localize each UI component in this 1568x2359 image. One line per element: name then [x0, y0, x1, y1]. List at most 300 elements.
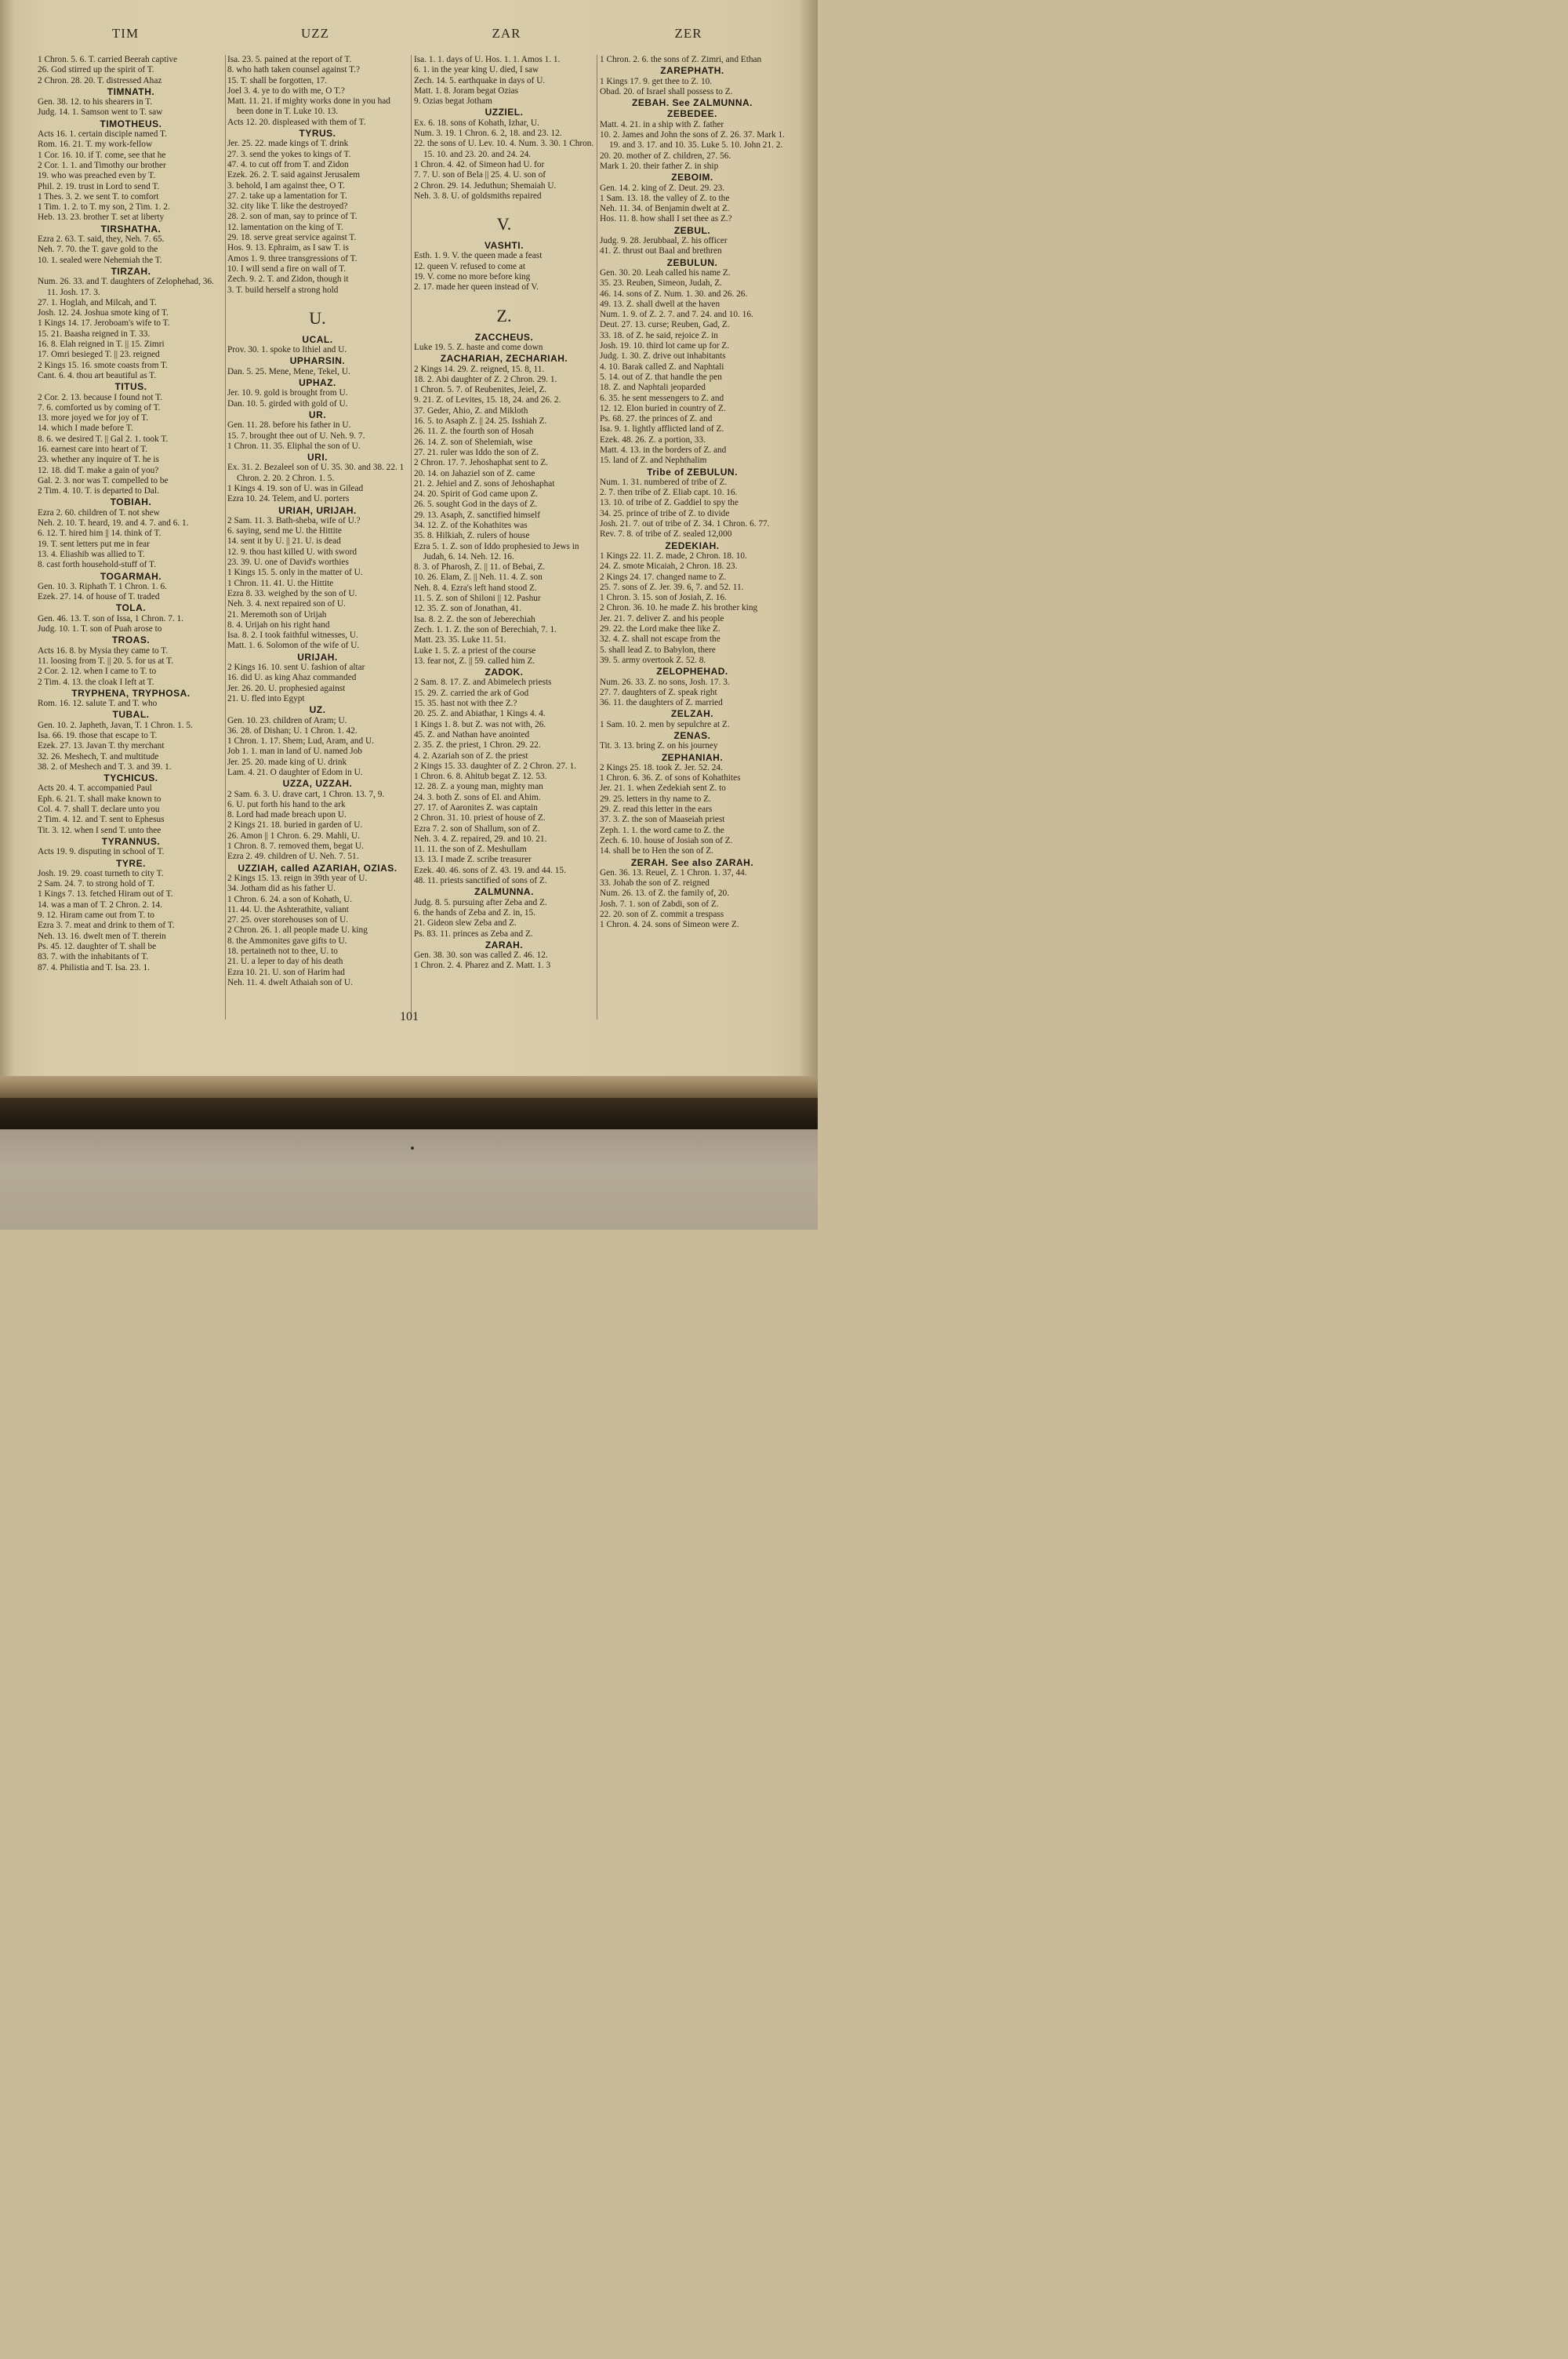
concordance-entry: Ps. 68. 27. the princes of Z. and [600, 414, 713, 424]
concordance-entry: Ezra 2. 49. children of U. Neh. 7. 51. [227, 852, 359, 862]
concordance-entry: 27. 3. send the yokes to kings of T. [227, 149, 351, 159]
concordance-entry: Neh. 13. 16. dwelt men of T. therein [38, 931, 166, 941]
concordance-entry: 8. 4. Urijah on his right hand [227, 620, 330, 630]
concordance-entry: 2 Chron. 36. 10. he made Z. his brother king [600, 603, 758, 613]
concordance-entry: 18. pertaineth not to thee, U. to [227, 947, 338, 957]
concordance-entry: 1 Chron. 11. 35. Eliphal the son of U. [227, 441, 361, 451]
concordance-entry: 1 Chron. 8. 7. removed them, begat U. [227, 841, 364, 852]
concordance-entry: 1 Kings 22. 11. Z. made, 2 Chron. 18. 10. [600, 551, 747, 561]
concordance-entry: 23. 39. U. one of David's worthies [227, 558, 349, 568]
concordance-entry: 19. who was preached even by T. [38, 171, 156, 181]
concordance-entry: Neh. 3. 4. Z. repaired, 29. and 10. 21. [414, 834, 547, 844]
entry-heading: VASHTI. [485, 240, 524, 252]
concordance-entry: 13. more joyed we for joy of T. [38, 413, 149, 423]
concordance-entry: 29. 25. letters in thy name to Z. [600, 794, 711, 804]
concordance-entry: 38. 2. of Meshech and T. 3. and 39. 1. [38, 761, 172, 772]
concordance-entry: 35. 8. Hilkiah, Z. rulers of house [414, 531, 530, 541]
concordance-entry: Matt. 1. 6. Solomon of the wife of U. [227, 641, 360, 651]
concordance-entry: 15. 7. brought thee out of U. Neh. 9. 7. [227, 431, 365, 441]
book-page [0, 0, 818, 1230]
concordance-entry: 22. 20. son of Z. commit a trespass [600, 910, 724, 920]
concordance-entry: 2 Cor. 1. 1. and Timothy our brother [38, 160, 166, 170]
entry-heading: ZEBOIM. [671, 172, 713, 184]
concordance-entry: 11. loosing from T. || 20. 5. for us at T. [38, 656, 174, 666]
concordance-entry: Ezek. 26. 2. T. said against Jerusalem [227, 170, 360, 180]
concordance-entry: Neh. 3. 8. U. of goldsmiths repaired [414, 191, 542, 201]
concordance-entry: Josh. 12. 24. Joshua smote king of T. [38, 308, 169, 318]
entry-heading: TITUS. [114, 381, 147, 393]
concordance-entry: Ezra 10. 24. Telem, and U. porters [227, 494, 350, 504]
concordance-entry: 11. 5. Z. son of Shiloni || 12. Pashur [414, 594, 541, 604]
concordance-entry: 12. 35. Z. son of Jonathan, 41. [414, 604, 522, 614]
concordance-entry: 1 Kings 17. 9. get thee to Z. 10. [600, 76, 713, 86]
concordance-entry: Isa. 9. 1. lightly afflicted land of Z. [600, 424, 724, 434]
concordance-entry: Ezek. 48. 26. Z. a portion, 33. [600, 434, 706, 445]
concordance-entry: Neh. 8. 4. Ezra's left hand stood Z. [414, 583, 537, 593]
entry-heading: TUBAL. [112, 709, 150, 721]
concordance-entry: 1 Tim. 1. 2. to T. my son, 2 Tim. 1. 2. [38, 202, 170, 213]
entry-heading: ZELOPHEHAD. [656, 666, 728, 678]
concordance-entry: Isa. 23. 5. pained at the report of T. [227, 55, 352, 64]
concordance-entry: Acts 16. 8. by Mysia they came to T. [38, 645, 169, 656]
concordance-entry: Isa. 66. 19. those that escape to T. [38, 731, 158, 740]
concordance-entry: Heb. 13. 23. brother T. set at liberty [38, 213, 165, 223]
letter-section-heading: V. [496, 214, 512, 234]
concordance-entry: Num. 1. 31. numbered of tribe of Z. [600, 477, 728, 487]
concordance-entry: 33. Johab the son of Z. reigned [600, 878, 710, 889]
concordance-entry: Lam. 4. 21. O daughter of Edom in U. [227, 768, 363, 777]
concordance-entry: 1 Cor. 16. 10. if T. come, see that he [38, 150, 166, 160]
concordance-entry: 20. 25. Z. and Abiathar, 1 Kings 4. 4. [414, 709, 546, 719]
concordance-entry: 21. U. a leper to day of his death [227, 957, 343, 967]
concordance-entry: 27. 17. of Aaronites Z. was captain [414, 803, 538, 812]
speck [411, 1147, 414, 1150]
concordance-entry: Matt. 4. 21. in a ship with Z. father [600, 119, 724, 129]
concordance-entry: 2 Cor. 2. 13. because I found not T. [38, 392, 162, 402]
concordance-entry: Num. 26. 13. of Z. the family of, 20. [600, 889, 730, 899]
concordance-entry: 1 Kings 4. 19. son of U. was in Gilead [227, 483, 364, 493]
concordance-entry: 10. 26. Elam, Z. || Neh. 11. 4. Z. son [414, 572, 543, 583]
entry-heading: ZELZAH. [670, 708, 714, 720]
running-heads [0, 0, 818, 47]
concordance-entry: Matt. 4. 13. in the borders of Z. and [600, 445, 727, 455]
concordance-entry: Mark 1. 20. their father Z. in ship [600, 161, 719, 171]
concordance-entry: 1 Sam. 10. 2. men by sepulchre at Z. [600, 719, 730, 729]
concordance-entry: 39. 5. army overtook Z. 52. 8. [600, 655, 706, 665]
concordance-entry: 2 Sam. 11. 3. Bath-sheba, wife of U.? [227, 515, 361, 525]
concordance-entry: Amos 1. 9. three transgressions of T. [227, 253, 358, 264]
concordance-entry: Zech. 6. 10. house of Josiah son of Z. [600, 835, 733, 845]
concordance-entry: Neh. 2. 10. T. heard, 19. and 4. 7. and 6. 1. [38, 518, 189, 529]
concordance-entry: Neh. 7. 70. the T. gave gold to the [38, 245, 158, 255]
concordance-entry: 3. T. build herself a strong hold [227, 285, 339, 295]
concordance-entry: 2 Chron. 17. 7. Jehoshaphat sent to Z. [414, 458, 549, 468]
concordance-entry: Rom. 16. 12. salute T. and T. who [38, 699, 158, 709]
concordance-entry: 24. 3. both Z. sons of El. and Ahim. [414, 792, 541, 802]
concordance-entry: Gen. 30. 20. Leah called his name Z. [600, 267, 731, 278]
concordance-entry: 7. 6. comforted us by coming of T. [38, 402, 161, 413]
concordance-entry: 16. earnest care into heart of T. [38, 444, 148, 454]
concordance-entry: 1 Chron. 6. 24. a son of Kohath, U. [227, 894, 353, 904]
entry-heading: ZEBEDEE. [666, 108, 717, 120]
concordance-entry: 83. 7. with the inhabitants of T. [38, 952, 149, 962]
concordance-entry: 3. behold, I am against thee, O T. [227, 180, 345, 191]
concordance-entry: 8. 6. we desired T. || Gal 2. 1. took T. [38, 434, 169, 444]
column-2 [227, 55, 408, 1020]
column-1 [38, 55, 224, 1020]
concordance-entry: 1 Kings 1. 8. but Z. was not with, 26. [414, 719, 546, 729]
concordance-entry: 11. 44. U. the Ashterathite, valiant [227, 904, 349, 914]
concordance-entry: Deut. 27. 13. curse; Reuben, Gad, Z. [600, 320, 730, 330]
concordance-entry: Gen. 46. 13. T. son of Issa, 1 Chron. 7. 1. [38, 613, 183, 623]
concordance-entry: 1 Chron. 11. 41. U. the Hittite [227, 578, 334, 588]
concordance-entry: 4. 10. Barak called Z. and Naphtali [600, 362, 724, 372]
concordance-entry: 2 Kings 14. 29. Z. reigned, 15. 8, 11. [414, 364, 545, 374]
concordance-entry: 14. shall be to Hen the son of Z. [600, 846, 713, 856]
concordance-entry: Cant. 6. 4. thou art beautiful as T. [38, 370, 157, 380]
entry-heading: URI. [307, 452, 328, 463]
concordance-entry: Ezek. 40. 46. sons of Z. 43. 19. and 44. 15. [414, 865, 566, 875]
concordance-entry: 1 Chron. 2. 4. Pharez and Z. Matt. 1. 3 [414, 961, 551, 971]
concordance-entry: 9. 12. Hiram came out from T. to [38, 911, 154, 921]
concordance-entry: 1 Chron. 4. 24. sons of Simeon were Z. [600, 920, 739, 930]
column-rule [225, 55, 226, 1020]
concordance-entry: Ps. 45. 12. daughter of T. shall be [38, 941, 157, 951]
concordance-entry: 9. 21. Z. of Levites, 15. 18, 24. and 26. 2. [414, 395, 561, 405]
concordance-entry: 2 Tim. 4. 13. the cloak I left at T. [38, 677, 154, 687]
concordance-entry: Zeph. 1. 1. the word came to Z. the [600, 825, 724, 835]
concordance-entry: Gen. 36. 13. Reuel, Z. 1 Chron. 1. 37, 44. [600, 867, 747, 878]
concordance-entry: 34. Jotham did as his father U. [227, 884, 336, 894]
concordance-entry: 1 Chron. 5. 6. T. carried Beerah captive [38, 55, 178, 64]
concordance-entry: 24. Z. smote Micaiah, 2 Chron. 18. 23. [600, 562, 738, 572]
concordance-entry: 29. Z. read this letter in the ears [600, 805, 713, 815]
concordance-entry: 6. 1. in the year king U. died, I saw [414, 65, 539, 75]
concordance-entry: 1 Chron. 6. 8. Ahitub begat Z. 12. 53. [414, 772, 547, 782]
entry-heading: UZZIAH, called AZARIAH, OZIAS. [238, 862, 397, 874]
concordance-entry: 7. 7. U. son of Bela || 25. 4. U. son of [414, 170, 546, 180]
concordance-entry: 45. Z. and Nathan have anointed [414, 729, 530, 740]
concordance-entry: 26. 14. Z. son of Shelemiah, wise [414, 437, 533, 447]
concordance-entry: 2 Sam. 8. 17. Z. and Abimelech priests [414, 678, 552, 688]
concordance-entry: 8. 3. of Pharosh, Z. || 11. of Bebai, Z. [414, 562, 546, 572]
entry-heading: UZ. [309, 704, 326, 716]
concordance-entry: Isa. 8. 2. Z. the son of Jeberechiah [414, 614, 535, 624]
concordance-entry: Zech. 1. 1. Z. the son of Berechiah, 7. 1. [414, 624, 557, 634]
concordance-entry: Judg. 14. 1. Samson went to T. saw [38, 107, 163, 118]
concordance-entry: Neh. 11. 4. dwelt Athaiah son of U. [227, 977, 353, 987]
concordance-entry: 47. 4. to cut off from T. and Zidon [227, 159, 349, 169]
concordance-entry: 21. Gideon slew Zeba and Z. [414, 918, 517, 929]
concordance-entry: 9. Ozias begat Jotham [414, 96, 492, 107]
concordance-entry: 1 Chron. 2. 6. the sons of Z. Zimri, and Ethan [600, 55, 762, 64]
concordance-entry: 32. city like T. like the destroyed? [227, 202, 348, 212]
concordance-entry: Zech. 9. 2. T. and Zidon, though it [227, 274, 349, 285]
concordance-entry: 10. I will send a fire on wall of T. [227, 264, 347, 274]
concordance-entry: 8. cast forth household-stuff of T. [38, 560, 156, 570]
concordance-entry: Judg. 1. 30. Z. drive out inhabitants [600, 351, 726, 362]
concordance-entry: Rev. 7. 8. of tribe of Z. sealed 12,000 [600, 529, 732, 540]
concordance-entry: 12. 18. did T. make a gain of you? [38, 465, 159, 475]
concordance-entry: 34. 12. Z. of the Kohathites was [414, 520, 528, 530]
concordance-entry: 26. God stirred up the spirit of T. [38, 65, 154, 75]
concordance-entry: 5. 14. out of Z. that handle the pen [600, 372, 722, 382]
entry-heading: TYRE. [116, 857, 146, 869]
concordance-entry: Zech. 14. 5. earthquake in days of U. [414, 75, 546, 85]
concordance-entry: 6. the hands of Zeba and Z. in, 15. [414, 907, 535, 918]
concordance-entry: Ezra 2. 63. T. said, they, Neh. 7. 65. [38, 234, 165, 245]
concordance-entry: 41. Z. thrust out Baal and brethren [600, 246, 722, 256]
concordance-entry: Gen. 38. 12. to his shearers in T. [38, 97, 153, 107]
entry-heading: TIMOTHEUS. [100, 118, 162, 129]
concordance-entry: Job 1. 1. man in land of U. named Job [227, 747, 362, 757]
entry-heading: TOGARMAH. [100, 570, 162, 582]
concordance-entry: 37. 3. Z. the son of Maaseiah priest [600, 815, 725, 825]
concordance-entry: 6. 35. he sent messengers to Z. and [600, 393, 724, 403]
concordance-entry: Jer. 26. 20. U. prophesied against [227, 683, 346, 693]
concordance-entry: 33. 18. of Z. he said, rejoice Z. in [600, 330, 718, 340]
concordance-entry: Josh. 7. 1. son of Zabdi, son of Z. [600, 899, 719, 909]
column-rule [411, 55, 412, 1020]
concordance-entry: 1 Chron. 3. 15. son of Josiah, Z. 16. [600, 593, 727, 603]
concordance-entry: 36. 11. the daughters of Z. married [600, 698, 723, 708]
concordance-entry: 1 Kings 15. 5. only in the matter of U. [227, 568, 363, 578]
concordance-entry: Prov. 30. 1. spoke to Ithiel and U. [227, 345, 347, 355]
running-head-1: TIM [111, 26, 140, 41]
concordance-entry: Isa. 8. 2. I took faithful witnesses, U. [227, 631, 358, 641]
entry-heading: URIJAH. [297, 651, 338, 663]
concordance-entry: Josh. 21. 7. out of tribe of Z. 34. 1 Chron. 6. 77. [600, 519, 770, 529]
concordance-entry: 29. 13. Asaph, Z. sanctified himself [414, 510, 540, 520]
entry-heading: UCAL. [302, 333, 333, 345]
concordance-entry: Tit. 3. 12. when I send T. unto thee [38, 825, 162, 835]
concordance-entry: Col. 4. 7. shall T. declare unto you [38, 805, 160, 815]
entry-heading: ZARAH. [485, 939, 524, 951]
concordance-entry: 2 Kings 25. 18. took Z. Jer. 52. 24. [600, 762, 723, 772]
running-head-2: UZZ [300, 26, 330, 41]
concordance-entry: 16. 5. to Asaph Z. || 24. 25. Isshiah Z. [414, 416, 547, 427]
entry-heading: TYRANNUS. [101, 835, 161, 847]
entry-heading: UZZA, UZZAH. [282, 778, 353, 790]
concordance-entry: 15. T. shall be forgotten, 17. [227, 75, 328, 85]
concordance-entry: Esth. 1. 9. V. the queen made a feast [414, 251, 543, 261]
concordance-entry: 6. 12. T. hired him || 14. think of T. [38, 529, 162, 539]
concordance-entry: Ps. 83. 11. princes as Zeba and Z. [414, 929, 533, 939]
concordance-entry: 12. queen V. refused to come at [414, 261, 526, 271]
concordance-entry: 26. Amon || 1 Chron. 6. 29. Mahli, U. [227, 831, 360, 841]
concordance-entry: Num. 1. 9. of Z. 2. 7. and 7. 24. and 10. 16. [600, 310, 753, 320]
page-number: 101 [400, 1010, 419, 1023]
concordance-entry: 12. 28. Z. a young man, mighty man [414, 782, 543, 792]
concordance-entry: 13. 4. Eliashib was allied to T. [38, 549, 145, 559]
entry-heading: TYRUS. [299, 128, 336, 140]
concordance-entry: 19. V. come no more before king [414, 272, 531, 282]
concordance-entry: 23. whether any inquire of T. he is [38, 455, 159, 465]
concordance-entry: 24. 20. Spirit of God came upon Z. [414, 489, 539, 500]
concordance-entry: Judg. 9. 28. Jerubbaal, Z. his officer [600, 236, 728, 246]
concordance-entry: 2 Chron. 28. 20. T. distressed Ahaz [38, 75, 162, 85]
concordance-entry: Joel 3. 4. ye to do with me, O T.? [227, 85, 345, 96]
concordance-entry: Matt. 1. 8. Joram begat Ozias [414, 85, 519, 96]
concordance-entry: Gen. 38. 30. son was called Z. 46. 12. [414, 951, 548, 961]
concordance-entry: Jer. 21. 1. when Zedekiah sent Z. to [600, 783, 726, 794]
entry-heading: TIRZAH. [111, 265, 151, 277]
concordance-entry: Ezra 5. 1. Z. son of Iddo prophesied to Jews in Judah, 6. 14. Neh. 12. 16. [414, 541, 579, 562]
concordance-entry: 2 Sam. 24. 7. to strong hold of T. [38, 879, 154, 889]
entry-heading: TOBIAH. [110, 496, 152, 508]
concordance-entry: 1 Kings 7. 13. fetched Hiram out of T. [38, 889, 173, 900]
concordance-entry: 2 Tim. 4. 10. T. is departed to Dal. [38, 486, 159, 496]
concordance-entry: 21. U. fled into Egypt [227, 693, 305, 703]
entry-heading: UZZIEL. [485, 107, 524, 118]
entry-heading: TYCHICUS. [103, 772, 158, 784]
concordance-entry: 2 Kings 15. 33. daughter of Z. 2 Chron. 27. 1. [414, 761, 577, 771]
concordance-entry: Ezra 8. 33. weighed by the son of U. [227, 588, 358, 598]
entry-heading: URIAH, URIJAH. [278, 504, 357, 516]
concordance-entry: 1 Chron. 4. 42. of Simeon had U. for [414, 159, 545, 169]
entry-heading: ZALMUNNA. [474, 886, 534, 898]
concordance-entry: Judg. 10. 1. T. son of Puah arose to [38, 624, 162, 634]
concordance-entry: 6. saying, send me U. the Hittite [227, 526, 342, 536]
concordance-entry: 1 Chron. 5. 7. of Reubenites, Jeiel, Z. [414, 385, 547, 395]
concordance-entry: Obad. 20. of Israel shall possess to Z. [600, 86, 733, 96]
entry-heading: TRYPHENA, TRYPHOSA. [71, 687, 191, 699]
concordance-entry: 2 Kings 15. 13. reign in 39th year of U. [227, 873, 368, 883]
concordance-entry: Acts 19. 9. disputing in school of T. [38, 847, 165, 857]
concordance-entry: 21. 2. Jehiel and Z. sons of Jehoshaphat [414, 478, 555, 489]
concordance-entry: 6. U. put forth his hand to the ark [227, 799, 346, 809]
concordance-entry: Ezra 7. 2. son of Shallum, son of Z. [414, 823, 540, 834]
concordance-entry: 27. 25. over storehouses son of U. [227, 915, 349, 925]
concordance-entry: 26. 11. Z. the fourth son of Hosah [414, 427, 534, 437]
entry-heading: ZEBAH. See ZALMUNNA. [631, 97, 753, 109]
concordance-entry: Luke 19. 5. Z. haste and come down [414, 342, 543, 352]
entry-heading: ZENAS. [673, 730, 711, 741]
concordance-entry: 21. Meremoth son of Urijah [227, 609, 327, 620]
running-head-4: ZER [674, 26, 702, 41]
concordance-entry: Num. 26. 33. and T. daughters of Zelophehad, 36. 11. Josh. 17. 3. [38, 277, 214, 297]
concordance-entry: Jer. 25. 20. made king of U. drink [227, 757, 347, 767]
concordance-entry: Hos. 11. 8. how shall I set thee as Z.? [600, 214, 732, 224]
concordance-entry: 2 Sam. 6. 3. U. drave cart, 1 Chron. 13. 7, 9. [227, 789, 385, 799]
entry-heading: ZEBULUN. [666, 256, 718, 268]
concordance-entry: Ezek. 27. 13. Javan T. thy merchant [38, 741, 165, 751]
concordance-entry: 12. 12. Elon buried in country of Z. [600, 403, 726, 413]
concordance-entry: 15. 21. Baasha reigned in T. 33. [38, 329, 151, 339]
book-edge-shadow [0, 1098, 818, 1129]
entry-heading: Tribe of ZEBULUN. [647, 466, 738, 478]
concordance-entry: 26. 5. sought God in the days of Z. [414, 500, 538, 510]
concordance-entry: 27. 21. ruler was Iddo the son of Z. [414, 447, 539, 457]
entry-heading: ZEDEKIAH. [665, 540, 720, 551]
running-head-3: ZAR [492, 26, 521, 41]
entry-heading: UPHAZ. [299, 377, 336, 389]
concordance-entry: 35. 23. Reuben, Simeon, Judah, Z. [600, 278, 722, 289]
letter-section-heading: Z. [496, 305, 512, 325]
concordance-entry: 16. 8. Elah reigned in T. || 15. Zimri [38, 340, 165, 350]
entry-heading: ZACHARIAH, ZECHARIAH. [440, 353, 568, 365]
entry-heading: ZEBUL. [673, 224, 711, 236]
concordance-entry: Acts 12. 20. displeased with them of T. [227, 117, 366, 127]
concordance-entry: 11. 11. the son of Z. Meshullam [414, 845, 527, 855]
entry-heading: TROAS. [111, 634, 151, 646]
entry-heading: TIRSHATHA. [100, 223, 162, 234]
concordance-entry: 2 Kings 16. 10. sent U. fashion of altar [227, 663, 365, 673]
concordance-entry: Gen. 14. 2. king of Z. Deut. 29. 23. [600, 183, 725, 193]
concordance-entry: 8. who hath taken counsel against T.? [227, 65, 360, 75]
column-4 [600, 55, 785, 1020]
concordance-entry: 37. Geder, Ahio, Z. and Mikloth [414, 405, 528, 416]
entry-heading: ZEPHANIAH. [661, 751, 724, 763]
concordance-entry: Gen. 10. 23. children of Aram; U. [227, 715, 347, 725]
page-shadow-left [0, 0, 14, 1082]
concordance-entry: 1 Thes. 3. 2. we sent T. to comfort [38, 191, 159, 202]
concordance-entry: 4. 2. Azariah son of Z. the priest [414, 751, 528, 761]
entry-heading: TOLA. [115, 602, 147, 614]
concordance-entry: Ezra 2. 60. children of T. not shew [38, 507, 160, 518]
concordance-entry: 1 Chron. 1. 17. Shem; Lud, Aram, and U. [227, 736, 375, 747]
concordance-entry: Jer. 21. 7. deliver Z. and his people [600, 613, 724, 623]
concordance-entry: Num. 3. 19. 1 Chron. 6. 2, 18. and 23. 12. [414, 129, 562, 139]
concordance-entry: 5. shall lead Z. to Babylon, there [600, 645, 716, 655]
concordance-entry: Jer. 25. 22. made kings of T. drink [227, 139, 349, 149]
concordance-entry: Ex. 31. 2. Bezaleel son of U. 35. 30. and 38. 22. 1 Chron. 2. 20. 2 Chron. 1. 5. [227, 463, 405, 483]
concordance-entry: 2 Kings 15. 16. smote coasts from T. [38, 360, 168, 370]
concordance-entry: 14. which I made before T. [38, 423, 133, 434]
page-shadow-right [799, 0, 818, 1082]
concordance-entry: 19. T. sent letters put me in fear [38, 539, 150, 549]
concordance-entry: 2 Tim. 4. 12. and T. sent to Ephesus [38, 815, 165, 825]
table-surface [0, 1129, 818, 1230]
concordance-entry: 25. 7. sons of Z. Jer. 39. 6, 7. and 52. 11. [600, 582, 744, 592]
concordance-entry: Ezek. 27. 14. of house of T. traded [38, 592, 160, 602]
concordance-entry: Judg. 8. 5. pursuing after Zeba and Z. [414, 897, 547, 907]
concordance-entry: 27. 7. daughters of Z. speak right [600, 687, 717, 697]
entry-heading: UR. [308, 409, 327, 420]
concordance-entry: Rom. 16. 21. T. my work-fellow [38, 140, 153, 150]
concordance-entry: 14. was a man of T. 2 Chron. 2. 14. [38, 900, 162, 910]
concordance-entry: 16. did U. as king Ahaz commanded [227, 673, 357, 683]
concordance-entry: Num. 26. 33. Z. no sons, Josh. 17. 3. [600, 677, 730, 687]
concordance-entry: Tit. 3. 13. bring Z. on his journey [600, 741, 718, 751]
entry-heading: ZAREPHATH. [660, 65, 724, 77]
entry-heading: TIMNATH. [107, 85, 155, 97]
concordance-entry: 36. 28. of Dishan; U. 1 Chron. 1. 42. [227, 725, 358, 736]
concordance-entry: Matt. 11. 21. if mighty works done in you had been done in T. Luke 10. 13. [227, 96, 390, 117]
concordance-entry: Gen. 10. 2. Japheth, Javan, T. 1 Chron. 1. 5. [38, 720, 193, 730]
concordance-entry: Acts 16. 1. certain disciple named T. [38, 129, 167, 140]
entry-heading: ZERAH. See also ZARAH. [630, 856, 754, 868]
concordance-entry: 32. 4. Z. shall not escape from the [600, 634, 720, 645]
concordance-entry: 13. fear not, Z. || 59. called him Z. [414, 656, 535, 666]
concordance-entry: 1 Chron. 6. 36. Z. of sons of Kohathites [600, 773, 741, 783]
concordance-entry: Neh. 11. 34. of Benjamin dwelt at Z. [600, 204, 730, 214]
concordance-entry: Ezra 10. 21. U. son of Harim had [227, 967, 345, 977]
concordance-entry: Isa. 1. 1. days of U. Hos. 1. 1. Amos 1. 1. [414, 55, 561, 64]
concordance-entry: 49. 13. Z. shall dwell at the haven [600, 299, 720, 309]
concordance-entry: 18. 2. Abi daughter of Z. 2 Chron. 29. 1. [414, 374, 557, 384]
concordance-entry: 87. 4. Philistia and T. Isa. 23. 1. [38, 962, 150, 972]
concordance-entry: Josh. 19. 10. third lot came up for Z. [600, 341, 730, 351]
entry-heading: ZACCHEUS. [474, 331, 534, 343]
concordance-entry: 22. the sons of U. Lev. 10. 4. Num. 3. 30. 1 Chron. 15. 10. and 23. 20. and 24. 24. [414, 139, 594, 159]
concordance-entry: Jer. 10. 9. gold is brought from U. [227, 388, 348, 398]
concordance-entry: Ezra 3. 7. meat and drink to them of T. [38, 921, 175, 931]
concordance-entry: 28. 2. son of man, say to prince of T. [227, 212, 358, 222]
concordance-entry: Luke 1. 5. Z. a priest of the course [414, 645, 536, 656]
concordance-entry: 15. 35. hast not with thee Z.? [414, 699, 517, 709]
concordance-entry: 29. 22. the Lord make thee like Z. [600, 624, 720, 634]
